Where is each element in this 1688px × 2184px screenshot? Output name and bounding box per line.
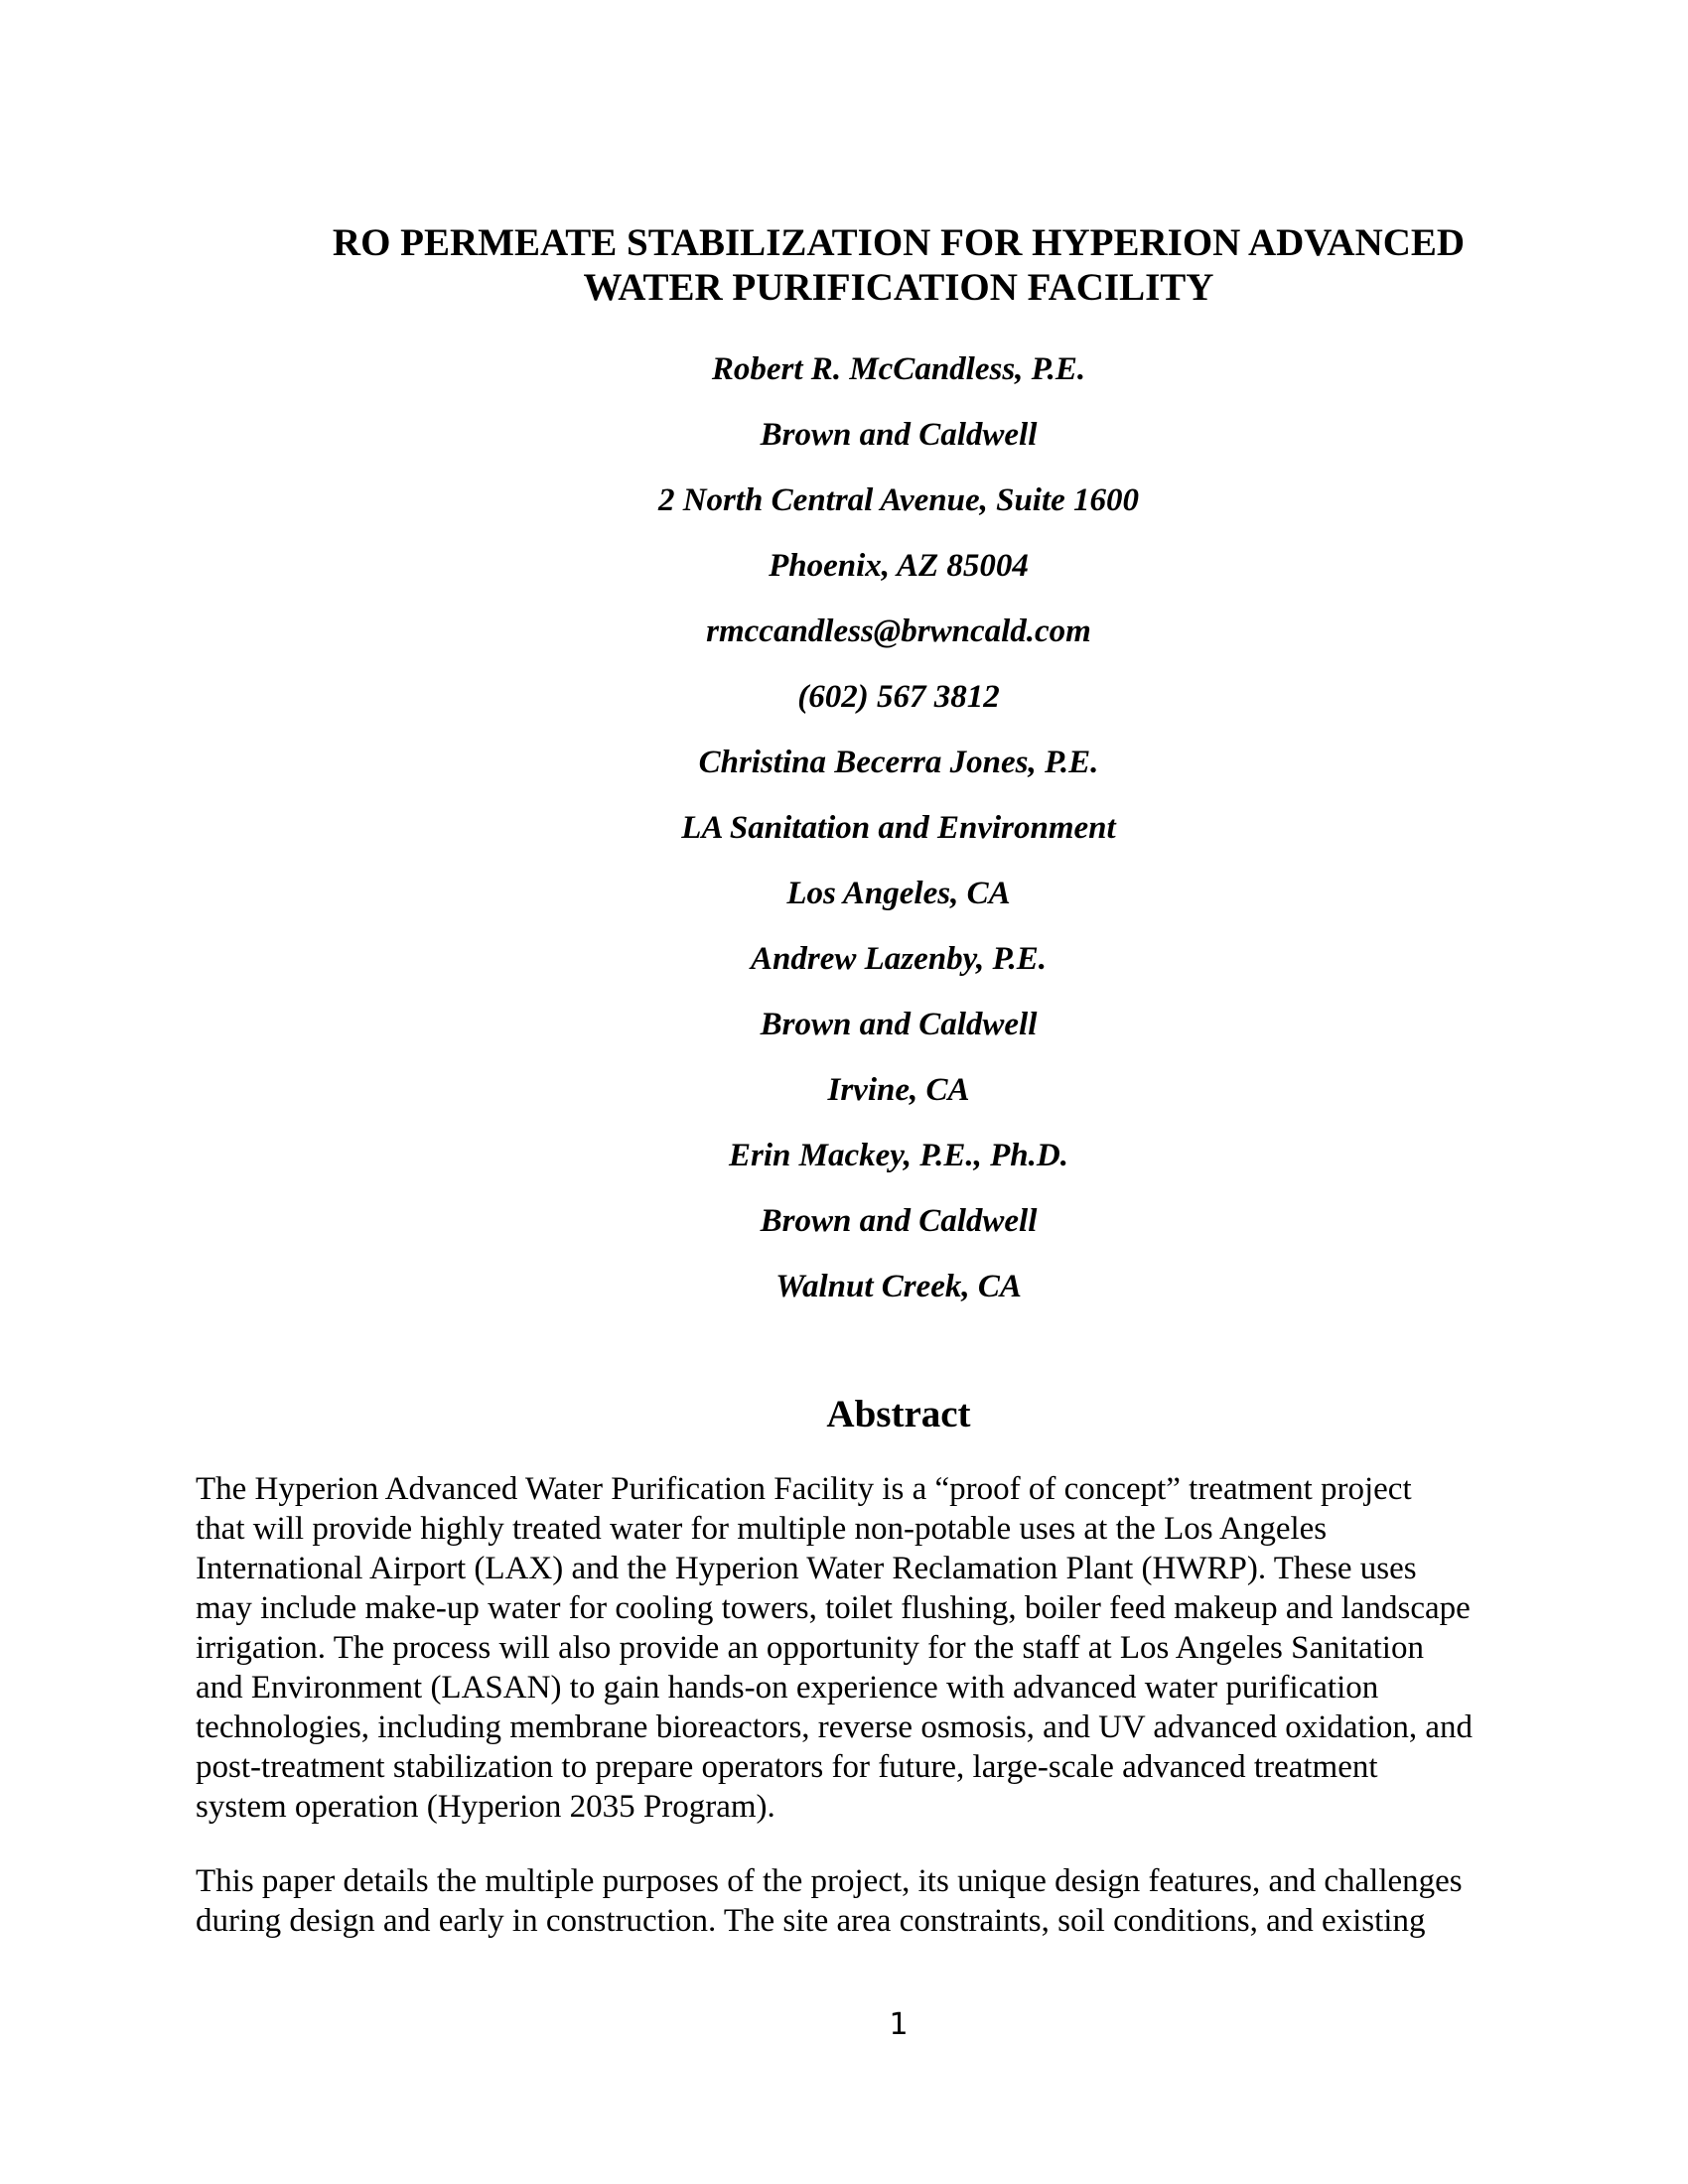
abstract-line: technologies, including membrane bioreactors, reverse osmosis, and UV advanced oxidation, and (196, 1709, 1474, 1745)
author-name: Christina Becerra Jones, P.E. (698, 745, 1099, 780)
author-name: Erin Mackey, P.E., Ph.D. (729, 1138, 1068, 1173)
author-city: Los Angeles, CA (786, 876, 1011, 911)
author-affiliation-block (303, 349, 1494, 1332)
abstract-line: post-treatment stabilization to prepare operators for future, large-scale advanced treatment (196, 1749, 1378, 1785)
author-affiliation: Brown and Caldwell (760, 1203, 1038, 1239)
page-number: 1 (889, 2007, 909, 2042)
abstract-line: This paper details the multiple purposes of the project, its unique design features, and challenges (196, 1863, 1463, 1899)
author-name: Andrew Lazenby, P.E. (751, 941, 1047, 977)
author-affiliation: LA Sanitation and Environment (681, 810, 1116, 846)
abstract-paragraph-1 (196, 1469, 1506, 1827)
abstract-line: during design and early in construction. The site area constraints, soil conditions, and existing (196, 1903, 1426, 1939)
author-address: 2 North Central Avenue, Suite 1600 (657, 482, 1140, 518)
abstract-heading: Abstract (826, 1393, 971, 1435)
author-name: Robert R. McCandless, P.E. (711, 351, 1086, 387)
abstract-line: and Environment (LASAN) to gain hands-on experience with advanced water purification (196, 1670, 1379, 1706)
paper-title (303, 220, 1494, 310)
author-email: rmccandless@brwncald.com (706, 614, 1091, 649)
author-affiliation: Brown and Caldwell (760, 417, 1038, 453)
author-city: Irvine, CA (827, 1072, 970, 1108)
paper-title-line-2: WATER PURIFICATION FACILITY (583, 266, 1214, 309)
author-phone: (602) 567 3812 (797, 679, 1000, 715)
author-city: Walnut Creek, CA (775, 1269, 1022, 1304)
abstract-line: irrigation. The process will also provide an opportunity for the staff at Los Angeles Sanitation (196, 1630, 1424, 1666)
abstract-line: International Airport (LAX) and the Hyperion Water Reclamation Plant (HWRP). These uses (196, 1551, 1417, 1586)
abstract-paragraph-2 (196, 1861, 1506, 1941)
author-city: Phoenix, AZ 85004 (769, 548, 1029, 584)
paper-title-line-1: RO PERMEATE STABILIZATION FOR HYPERION ADVANCED (332, 221, 1466, 264)
abstract-line: may include make-up water for cooling towers, toilet flushing, boiler feed makeup and landscape (196, 1590, 1471, 1626)
author-affiliation: Brown and Caldwell (760, 1007, 1038, 1042)
abstract-line: that will provide highly treated water for multiple non-potable uses at the Los Angeles (196, 1511, 1328, 1547)
abstract-line: system operation (Hyperion 2035 Program). (196, 1789, 775, 1825)
abstract-line: The Hyperion Advanced Water Purification Facility is a “proof of concept” treatment project (196, 1471, 1412, 1507)
